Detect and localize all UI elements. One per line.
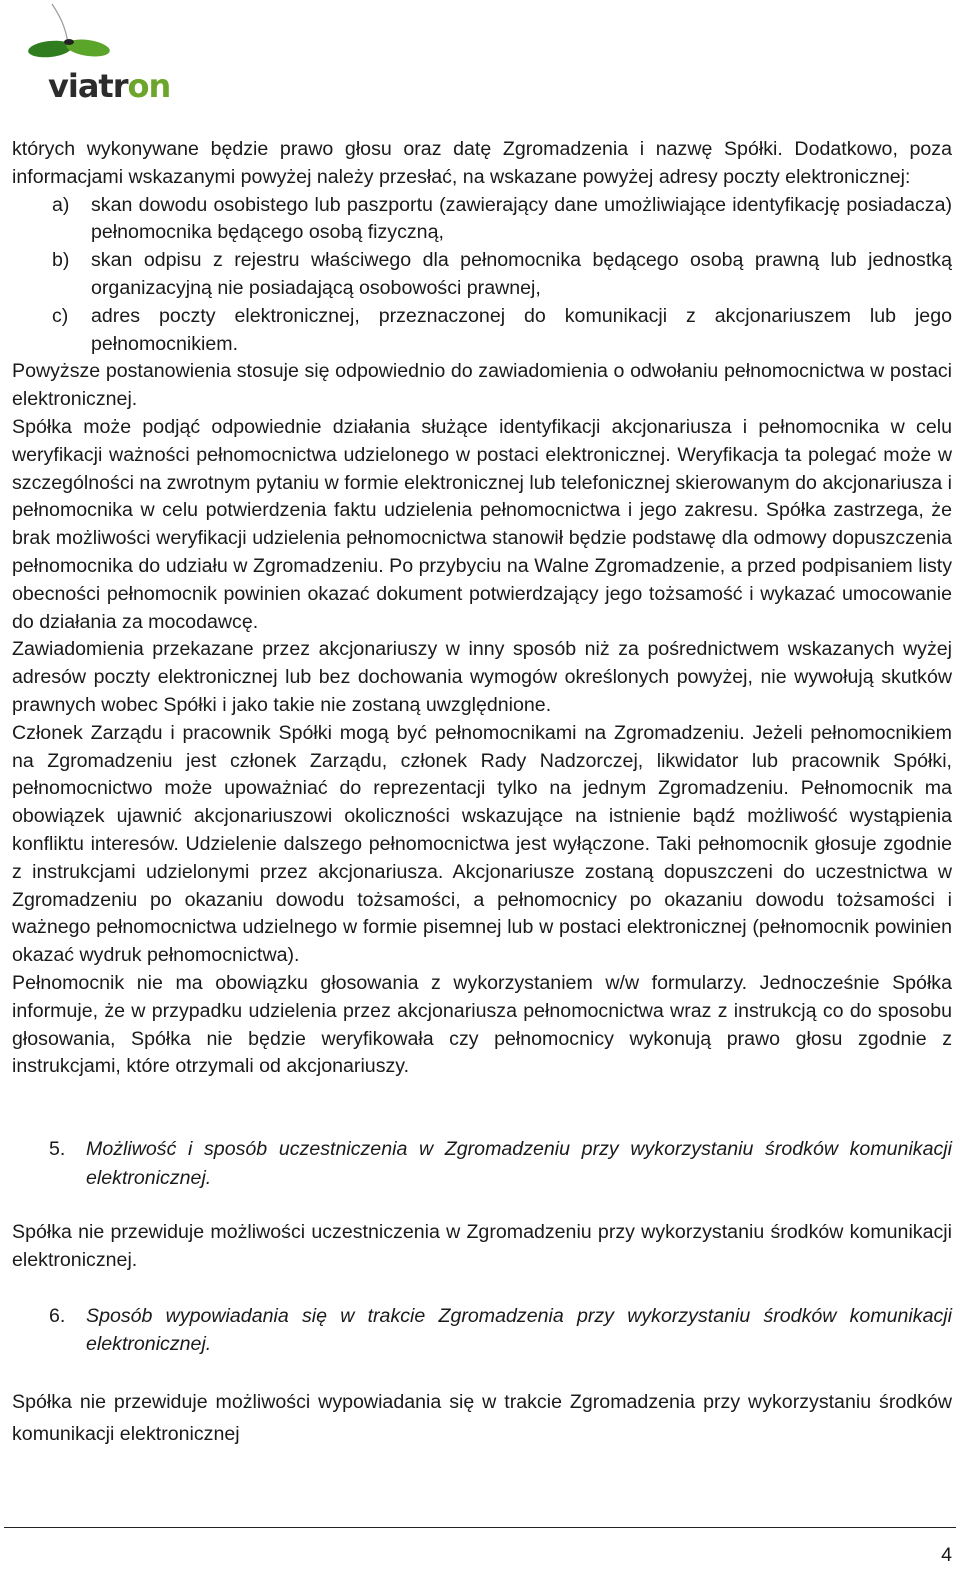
list-item-text: adres poczty elektronicznej, przeznaczonej do komunikacji z akcjonariuszem lub jego pełnomocnikiem.	[91, 304, 952, 355]
section-number: 5.	[49, 1138, 66, 1161]
list-item-text: skan dowodu osobistego lub paszportu (zawierający dane umożliwiające identyfikację posiadacza) pełnomocnika będącego osobą fizyczną,	[91, 193, 952, 244]
document-body	[12, 136, 952, 1450]
paragraph: Zawiadomienia przekazane przez akcjonariuszy w inny sposób niż za pośrednictwem wskazanych wyżej adresów poczty elektronicznej lub bez dochowania wymogów określonych powyżej, nie wywołują skutków prawnych wobec Spółki i jako takie nie zostaną uwzględnione.	[12, 638, 952, 716]
company-logo	[22, 2, 192, 105]
list-item	[12, 303, 952, 359]
attachment-list	[12, 192, 952, 359]
section-heading-6	[12, 1302, 952, 1359]
list-marker: a)	[52, 193, 70, 216]
logo-text-green: on	[127, 67, 171, 105]
section-body: Spółka nie przewiduje możliwości uczestniczenia w Zgromadzeniu przy wykorzystaniu środków komunikacji elektronicznej.	[12, 1221, 952, 1271]
footer-divider	[4, 1527, 956, 1528]
section-title: Sposób wypowiadania się w trakcie Zgromadzenia przy wykorzystaniu środków komunikacji elektronicznej.	[86, 1304, 952, 1356]
intro-paragraph: których wykonywane będzie prawo głosu oraz datę Zgromadzenia i nazwę Spółki. Dodatkowo, poza informacjami wskazanymi powyżej należy przesłać, na wskazane powyżej adresy poczty elektronicznej:	[12, 138, 952, 188]
paragraph: Powyższe postanowienia stosuje się odpowiednio do zawiadomienia o odwołaniu pełnomocnictwa w postaci elektronicznej.	[12, 360, 952, 411]
section-number: 6.	[49, 1304, 66, 1327]
section-title: Możliwość i sposób uczestniczenia w Zgromadzeniu przy wykorzystaniu środków komunikacji elektronicznej.	[86, 1138, 952, 1189]
logo-wordmark	[48, 67, 171, 105]
paragraph: Pełnomocnik nie ma obowiązku głosowania z wykorzystaniem w/w formularzy. Jednocześnie Spółka informuje, że w przypadku udzielenia przez akcjonariusza pełnomocnictwa wraz z instrukcją co do sposobu głosowania, Spółka nie będzie weryfikowała czy pełnomocnicy wykonują prawo głosu zgodnie z instrukcjami, które otrzymali od akcjonariuszy.	[12, 971, 952, 1078]
list-item-text: skan odpisu z rejestru właściwego dla pełnomocnika będącego osobą prawną lub jednostką organizacyjną nie posiadającą osobowości prawnej,	[91, 249, 952, 299]
paragraph: Spółka może podjąć odpowiednie działania służące identyfikacji akcjonariusza i pełnomocnika w celu weryfikacji ważności pełnomocnictwa udzielonego w postaci elektronicznej. Weryfikacja ta polegać może w szczególności na zwrotnym pytaniu w formie elektronicznej lub telefonicznej skierowanym do akcjonariusza i pełnomocnika w celu potwierdzenia faktu udzielenia pełnomocnictwa i jego zakresu. Spółka zastrzega, że brak możliwości weryfikacji udzielenia pełnomocnictwa stanowił będzie podstawę dla odmowy dopuszczenia pełnomocnika do udziału w Zgromadzeniu. Po przybyciu na Walne Zgromadzenie, a przed podpisaniem listy obecności pełnomocnik powinien okazać dokument potwierdzający jego tożsamość i wykazać umocowanie do działania za mocodawcę.	[12, 415, 952, 633]
section-heading-5	[12, 1135, 952, 1192]
logo-text-dark: viatr	[48, 67, 128, 105]
list-marker: c)	[52, 304, 69, 327]
list-item	[12, 247, 952, 303]
paragraph: Członek Zarządu i pracownik Spółki mogą być pełnomocnikami na Zgromadzeniu. Jeżeli pełnomocnikiem na Zgromadzeniu jest członek Zarządu, członek Rady Nadzorczej, likwidator lub pracownik Spółki, pełnomocnictwo może upoważniać do reprezentacji tylko na jednym Zgromadzeniu. Pełnomocnik ma obowiązek ujawnić akcjonariuszowi okoliczności wskazujące na istnienie bądź możliwość wystąpienia konfliktu interesów. Udzielenie dalszego pełnomocnictwa jest wyłączone. Taki pełnomocnik głosuje zgodnie z instrukcjami udzielonymi przez akcjonariusza. Akcjonariusze zostaną dopuszczeni do uczestnictwa w Zgromadzeniu po okazaniu dowodu tożsamości, a pełnomocnicy po okazaniu dowodu tożsamości i ważnego pełnomocnictwa udzielnego w formie pisemnej lub w postaci elektronicznej (pełnomocnik powinien okazać wydruk pełnomocnictwa).	[12, 721, 952, 967]
list-marker: b)	[52, 249, 70, 272]
section-body: Spółka nie przewiduje możliwości wypowiadania się w trakcie Zgromadzenia przy wykorzystaniu środków komunikacji elektronicznej	[12, 1390, 952, 1445]
list-item	[12, 192, 952, 248]
page-number: 4	[941, 1544, 952, 1566]
